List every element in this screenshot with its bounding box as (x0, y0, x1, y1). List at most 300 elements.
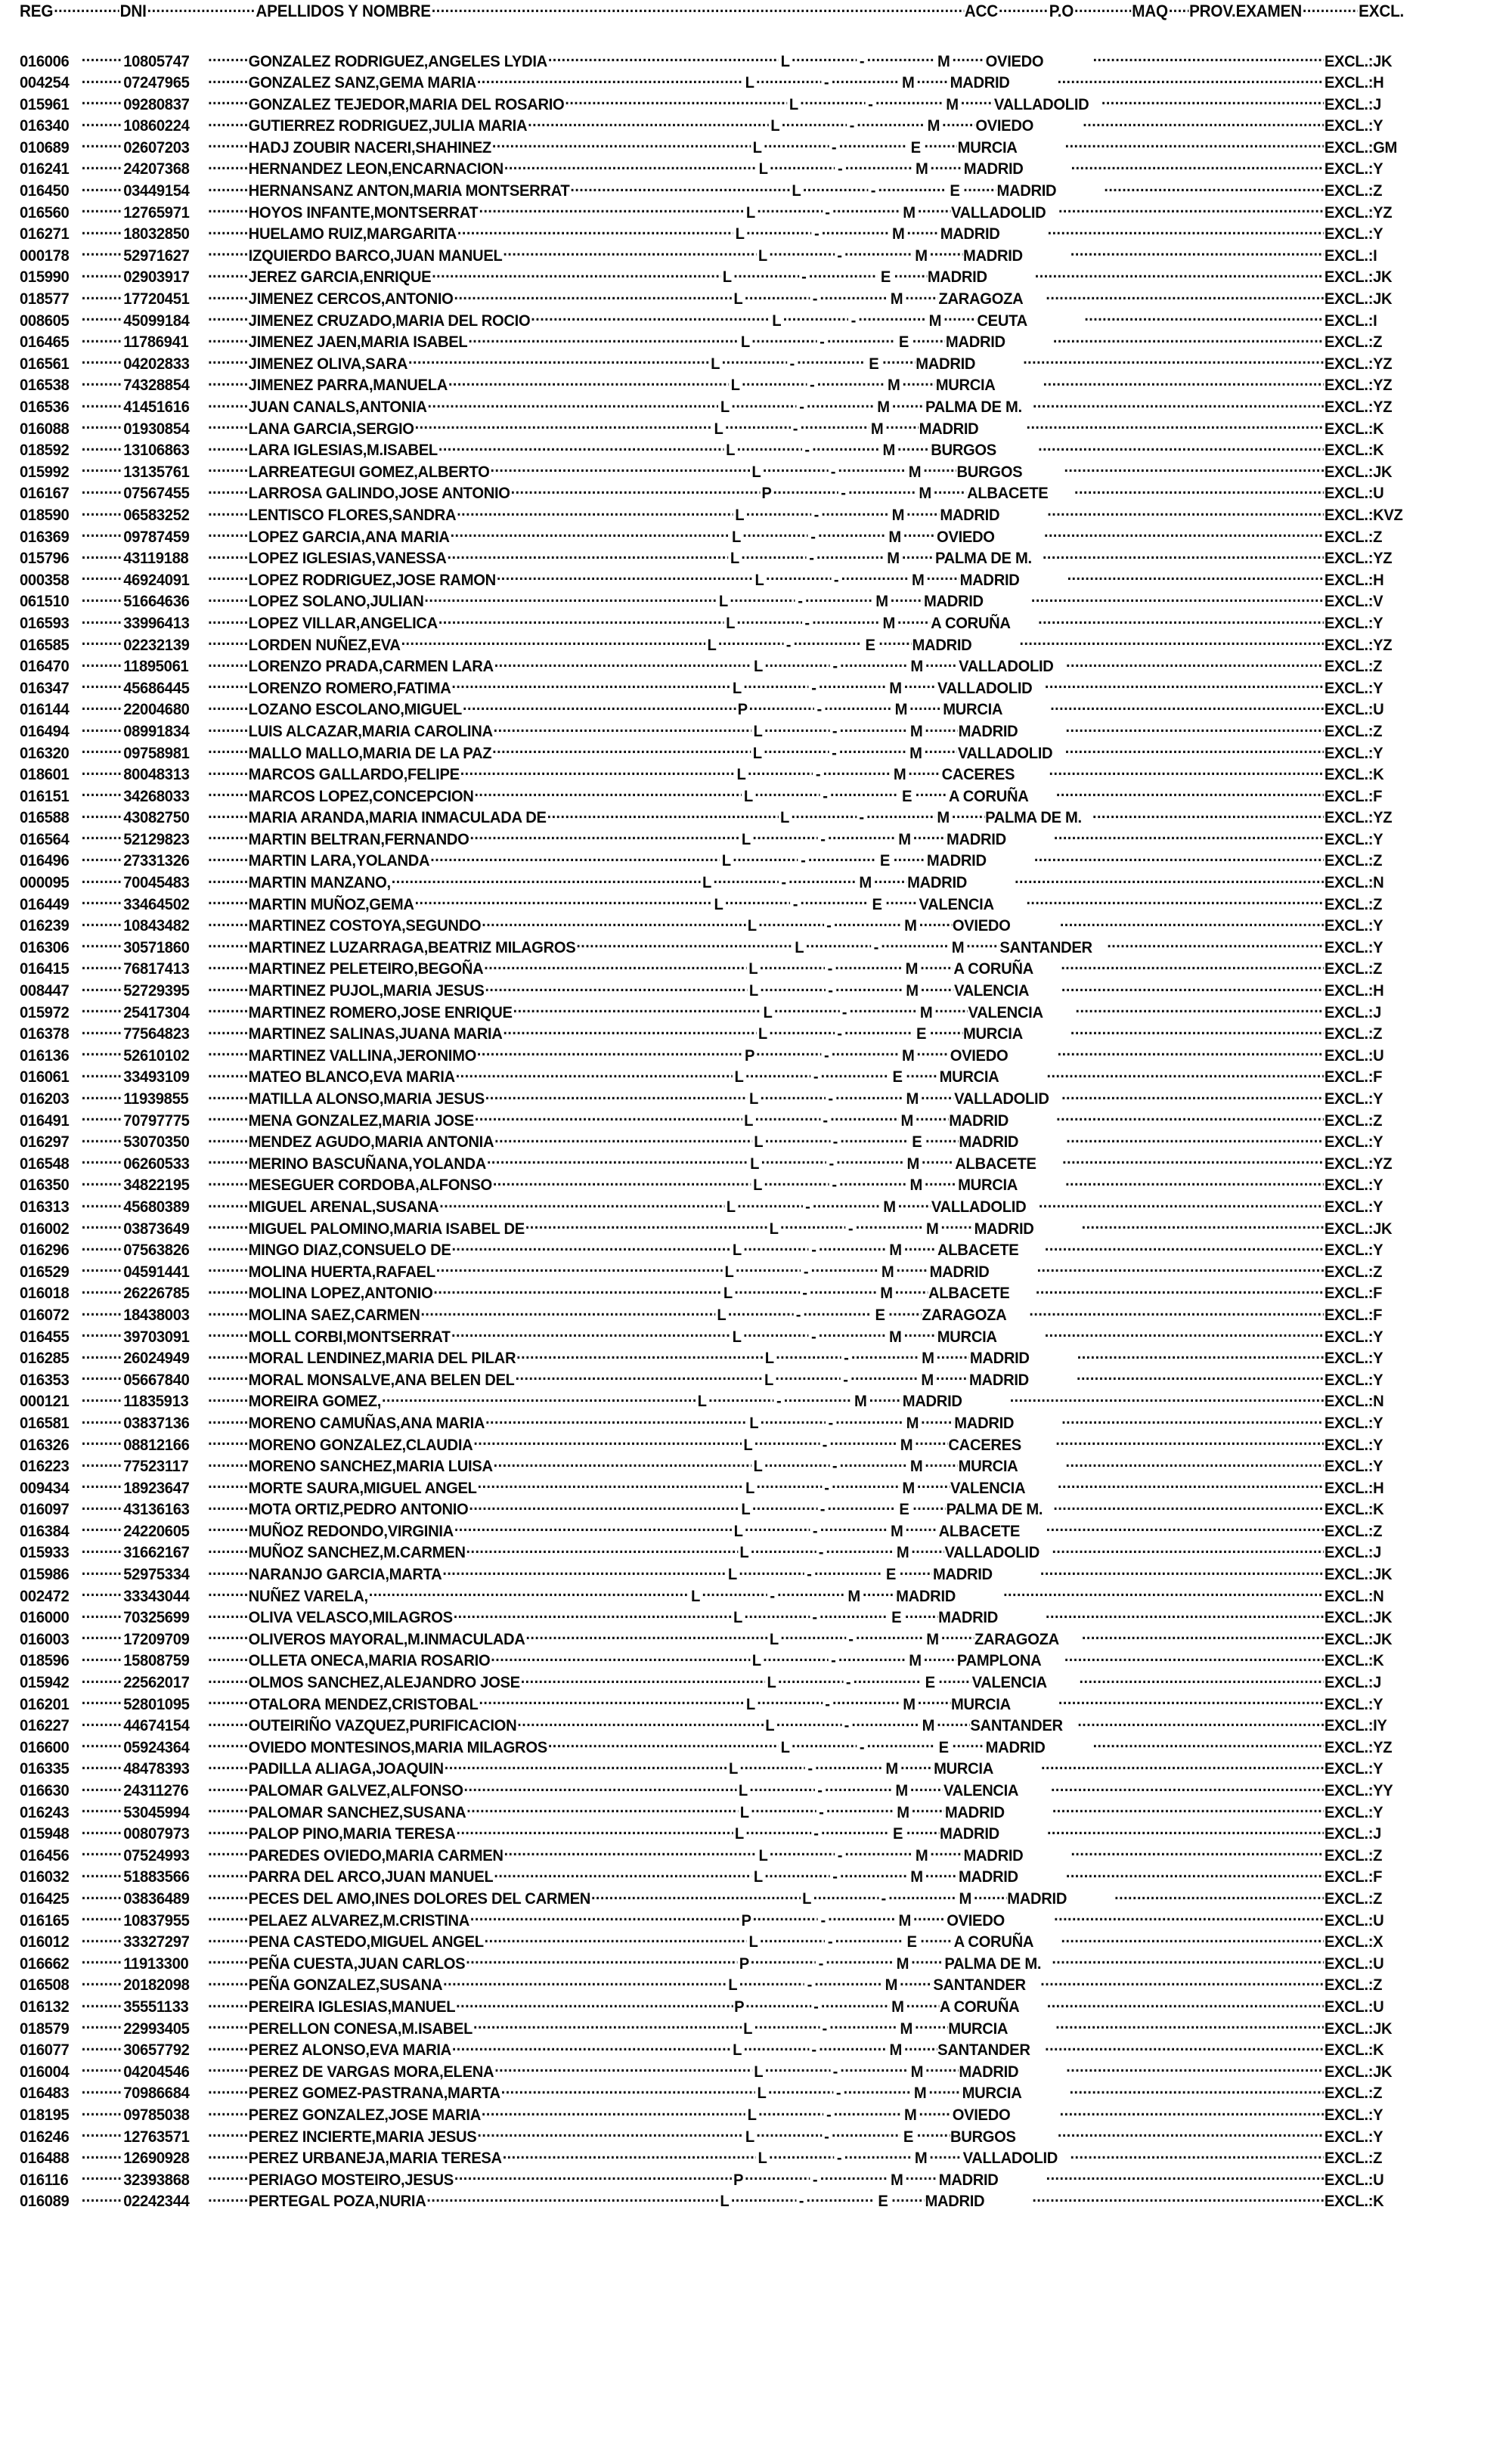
leader-dots (494, 1866, 751, 1883)
cell-dni: 03836489 (123, 1889, 190, 1908)
cell-maq: M (906, 1413, 919, 1432)
cell-prov-examen: MADRID (919, 419, 979, 438)
leader-dots (485, 1088, 748, 1105)
cell-apellidos-nombre: MARTINEZ ROMERO,JOSE ENRIQUE (248, 1003, 513, 1021)
leader-dots (1077, 1368, 1324, 1385)
cell-excl: EXCL.:Y (1324, 1370, 1383, 1389)
cell-dni: 18032850 (123, 225, 190, 243)
cell-po: - (820, 829, 826, 848)
cell-prov-examen: VALENCIA (971, 1673, 1047, 1692)
leader-dots (208, 612, 248, 628)
cell-apellidos-nombre: JEREZ GARCIA,ENRIQUE (248, 268, 432, 287)
leader-dots (442, 1564, 726, 1580)
cell-po: - (805, 1197, 810, 1216)
cell-excl: EXCL.:JK (1324, 1629, 1393, 1648)
leader-dots (208, 1672, 248, 1688)
cell-reg: 016203 (20, 1090, 70, 1108)
leader-dots (208, 1195, 248, 1212)
cell-excl: EXCL.:YZ (1324, 808, 1393, 827)
cell-acc: L (758, 2149, 767, 2168)
cell-excl: EXCL.:I (1324, 246, 1377, 265)
table-row (20, 1303, 1404, 1325)
leader-dots (1092, 807, 1324, 823)
leader-dots (885, 893, 918, 910)
leader-dots (208, 1542, 248, 1558)
leader-dots (830, 1109, 898, 1126)
table-row (20, 136, 1404, 158)
leader-dots (1015, 872, 1324, 888)
cell-excl: EXCL.:K (1324, 2192, 1384, 2211)
leader-dots (827, 1499, 895, 1515)
cell-dni: 09785038 (123, 2105, 190, 2124)
leader-dots (208, 1823, 248, 1840)
leader-dots (1066, 1455, 1324, 1472)
leader-dots (208, 352, 248, 369)
table-row (20, 2060, 1404, 2082)
cell-acc: L (691, 1586, 701, 1605)
leader-dots (952, 807, 984, 823)
cell-maq: M (895, 1781, 908, 1799)
leader-dots (1065, 136, 1324, 153)
cell-acc: L (751, 462, 761, 481)
leader-dots (82, 374, 123, 391)
table-row (20, 2147, 1404, 2169)
cell-dni: 03837136 (123, 1413, 190, 1432)
leader-dots (504, 158, 757, 175)
cell-prov-examen: OVIEDO (985, 51, 1044, 70)
cell-excl: EXCL.:Y (1324, 1694, 1383, 1713)
cell-prov-examen: OVIEDO (952, 916, 1011, 935)
cell-apellidos-nombre: PARRA DEL ARCO,JUAN MANUEL (248, 1868, 494, 1886)
leader-dots (1010, 1390, 1324, 1407)
leader-dots (881, 936, 949, 953)
leader-dots (208, 1780, 248, 1796)
cell-reg: 016132 (20, 1997, 70, 2016)
cell-reg: 015992 (20, 462, 70, 481)
leader-dots (82, 331, 123, 348)
cell-excl: EXCL.:F (1324, 1068, 1383, 1086)
leader-dots (82, 980, 123, 997)
cell-apellidos-nombre: MORENO SANCHEZ,MARIA LUISA (248, 1457, 493, 1476)
cell-acc: L (792, 181, 801, 200)
cell-excl: EXCL.:IY (1324, 1716, 1387, 1735)
leader-dots (484, 958, 747, 975)
cell-acc: L (752, 743, 762, 762)
cell-reg: 018601 (20, 765, 70, 784)
leader-dots (820, 288, 888, 305)
leader-dots (82, 1499, 123, 1515)
leader-dots (891, 2190, 924, 2207)
leader-dots (1029, 1303, 1323, 1320)
cell-po: - (811, 1327, 816, 1346)
cell-po: - (816, 700, 822, 719)
cell-excl: EXCL.:JK (1324, 2062, 1393, 2081)
leader-dots (454, 1520, 732, 1536)
cell-excl: EXCL.:Y (1324, 1759, 1383, 1778)
leader-dots (910, 1780, 943, 1796)
cell-po: - (818, 1954, 824, 1973)
table-row (20, 1909, 1404, 1931)
cell-excl: EXCL.:X (1324, 1933, 1383, 1951)
leader-dots (929, 2147, 962, 2164)
table-row (20, 331, 1404, 353)
cell-apellidos-nombre: GONZALEZ TEJEDOR,MARIA DEL ROSARIO (248, 95, 565, 113)
leader-dots (917, 1477, 950, 1493)
cell-apellidos-nombre: OLMOS SANCHEZ,ALEJANDRO JOSE (248, 1673, 520, 1692)
cell-dni: 45099184 (123, 311, 190, 330)
leader-dots (764, 720, 829, 736)
cell-prov-examen: PAMPLONA (956, 1651, 1042, 1670)
cell-excl: EXCL.:U (1324, 1954, 1384, 1973)
cell-prov-examen: MADRID (916, 354, 976, 373)
cell-acc: L (765, 1716, 775, 1735)
cell-prov-examen: MADRID (962, 246, 1023, 265)
leader-dots (1040, 1564, 1324, 1580)
leader-dots (369, 1585, 689, 1601)
cell-apellidos-nombre: LARROSA GALINDO,JOSE ANTONIO (248, 484, 510, 503)
leader-dots (832, 2125, 900, 2142)
cell-acc: L (735, 225, 745, 243)
leader-dots (82, 590, 123, 607)
cell-po: - (841, 484, 846, 503)
leader-dots (866, 807, 934, 823)
cell-dni: 34822195 (123, 1176, 190, 1195)
table-row (20, 417, 1404, 439)
cell-dni: 43136163 (123, 1500, 190, 1519)
leader-dots (940, 1217, 973, 1234)
cell-reg: 016239 (20, 916, 70, 935)
leader-dots (477, 72, 743, 88)
leader-dots (885, 417, 918, 434)
leader-dots (208, 288, 248, 305)
cell-prov-examen: CEUTA (977, 311, 1027, 330)
leader-dots (810, 1282, 878, 1299)
table-row (20, 590, 1404, 612)
cell-acc: L (740, 333, 750, 352)
leader-dots (928, 2082, 961, 2099)
leader-dots (841, 569, 909, 585)
leader-dots (521, 1672, 765, 1688)
cell-dni: 24207368 (123, 160, 190, 178)
leader-dots (82, 1564, 123, 1580)
table-row (20, 2190, 1404, 2212)
table-row (20, 309, 1404, 331)
cell-dni: 02242344 (123, 2192, 190, 2211)
cell-po: - (831, 1651, 836, 1670)
cell-apellidos-nombre: PERIAGO MOSTEIRO,JESUS (248, 2170, 454, 2189)
cell-prov-examen: MURCIA (962, 2084, 1022, 2103)
cell-reg: 016285 (20, 1349, 70, 1368)
cell-excl: EXCL.:JK (1324, 268, 1393, 287)
leader-dots (828, 828, 896, 845)
cell-maq: E (872, 894, 882, 913)
cell-po: - (823, 73, 829, 92)
leader-dots (82, 525, 123, 542)
cell-excl: EXCL.:JK (1324, 1608, 1393, 1627)
table-row (20, 1455, 1404, 1477)
leader-dots (82, 136, 123, 153)
leader-dots (82, 1303, 123, 1320)
cell-po: - (836, 2149, 842, 2168)
column-header-maq: MAQ (1132, 2, 1168, 20)
leader-dots (821, 504, 889, 520)
cell-apellidos-nombre: LUIS ALCAZAR,MARIA CAROLINA (248, 721, 493, 740)
leader-dots (844, 2147, 912, 2164)
cell-excl: EXCL.:K (1324, 1651, 1384, 1670)
leader-dots (454, 288, 731, 305)
leader-dots (208, 1693, 248, 1709)
leader-dots (82, 547, 123, 564)
cell-excl: EXCL.:F (1324, 1868, 1383, 1886)
leader-dots (725, 417, 790, 434)
leader-dots (82, 2125, 123, 2142)
cell-acc: L (711, 354, 720, 373)
leader-dots (745, 2168, 810, 2185)
cell-maq: M (910, 1868, 923, 1886)
table-row (20, 93, 1404, 115)
cell-acc: L (729, 1759, 739, 1778)
leader-dots (934, 482, 966, 499)
leader-dots (784, 1390, 852, 1407)
cell-prov-examen: A CORUÑA (953, 1933, 1034, 1951)
leader-dots (822, 223, 890, 240)
table-row (20, 2168, 1404, 2190)
cell-reg: 016201 (20, 1694, 70, 1713)
cell-maq: M (909, 743, 922, 762)
cell-prov-examen: VALLADOLID (959, 657, 1054, 676)
leader-dots (1084, 309, 1324, 326)
leader-dots (825, 1780, 893, 1796)
cell-maq: E (875, 1305, 885, 1324)
leader-dots (737, 439, 802, 456)
leader-dots (920, 958, 953, 975)
cell-po: - (849, 116, 854, 135)
cell-reg: 016144 (20, 700, 70, 719)
leader-dots (82, 2017, 123, 2034)
cell-apellidos-nombre: MARTIN LARA,YOLANDA (248, 851, 430, 870)
leader-dots (826, 1801, 894, 1818)
leader-dots (821, 1995, 889, 2012)
leader-dots (82, 699, 123, 715)
leader-dots (920, 1931, 953, 1948)
leader-dots (754, 1434, 820, 1450)
leader-dots (82, 1844, 123, 1861)
leader-dots (525, 1217, 767, 1234)
table-row (20, 1607, 1404, 1629)
leader-dots (761, 1088, 826, 1105)
leader-dots (82, 1260, 123, 1277)
cell-apellidos-nombre: MENDEZ AGUDO,MARIA ANTONIA (248, 1133, 494, 1152)
cell-excl: EXCL.:Y (1324, 1802, 1383, 1821)
cell-po: - (795, 1305, 801, 1324)
cell-reg: 016560 (20, 203, 70, 222)
cell-maq: M (896, 1954, 909, 1973)
cell-apellidos-nombre: PEREIRA IGLESIAS,MANUEL (248, 1997, 456, 2016)
leader-dots (718, 634, 783, 650)
table-row (20, 2017, 1404, 2039)
leader-dots (838, 460, 906, 477)
leader-dots (835, 958, 903, 975)
cell-dni: 12763571 (123, 2127, 190, 2146)
leader-dots (926, 569, 959, 585)
table-row (20, 223, 1404, 245)
leader-dots (912, 1801, 944, 1818)
leader-dots (905, 288, 937, 305)
leader-dots (728, 1303, 793, 1320)
table-row (20, 288, 1404, 310)
table-row (20, 612, 1404, 634)
cell-excl: EXCL.:Y (1324, 678, 1383, 697)
cell-excl: EXCL.:Z (1324, 1846, 1383, 1864)
cell-excl: EXCL.:Y (1324, 2127, 1383, 2146)
cell-reg: 018590 (20, 505, 70, 524)
leader-dots (925, 136, 957, 153)
cell-prov-examen: MURCIA (934, 1759, 993, 1778)
cell-apellidos-nombre: LOPEZ GARCIA,ANA MARIA (248, 527, 450, 546)
leader-dots (208, 1217, 248, 1234)
cell-reg: 015933 (20, 1543, 70, 1562)
leader-dots (82, 2168, 123, 2185)
leader-dots (208, 309, 248, 326)
leader-dots (468, 331, 739, 348)
cell-po: - (826, 916, 832, 935)
cell-prov-examen: MADRID (974, 1219, 1034, 1238)
table-row (20, 352, 1404, 374)
leader-dots (774, 1001, 839, 1018)
cell-prov-examen: VALENCIA (953, 981, 1030, 1000)
cell-dni: 13135761 (123, 462, 190, 481)
cell-prov-examen: MADRID (932, 1565, 993, 1584)
leader-dots (415, 417, 712, 434)
leader-dots (82, 1952, 123, 1969)
leader-dots (208, 439, 248, 456)
leader-dots (503, 244, 756, 261)
leader-dots (1046, 288, 1323, 305)
cell-dni: 08991834 (123, 721, 190, 740)
leader-dots (850, 1368, 919, 1385)
cell-maq: M (903, 203, 916, 222)
cell-po: - (792, 419, 798, 438)
leader-dots (82, 1066, 123, 1083)
leader-dots (832, 201, 900, 218)
leader-dots (745, 1823, 810, 1840)
cell-acc: L (749, 1090, 759, 1108)
cell-excl: EXCL.:YZ (1324, 1737, 1393, 1756)
leader-dots (1076, 1001, 1324, 1018)
cell-acc: L (733, 290, 743, 308)
cell-apellidos-nombre: MUÑOZ REDONDO,VIRGINIA (248, 1521, 454, 1540)
leader-dots (773, 482, 838, 499)
cell-dni: 05667840 (123, 1370, 190, 1389)
cell-reg: 016271 (20, 225, 70, 243)
cell-reg: 016353 (20, 1370, 70, 1389)
leader-dots (742, 374, 807, 391)
cell-prov-examen: OVIEDO (947, 1911, 1005, 1930)
leader-dots (764, 1455, 829, 1472)
cell-po: - (832, 743, 837, 762)
leader-dots (473, 2017, 742, 2034)
leader-dots (497, 569, 753, 585)
leader-dots (904, 2039, 937, 2056)
leader-dots (797, 352, 865, 369)
cell-prov-examen: MADRID (938, 1608, 998, 1627)
cell-po: - (873, 938, 879, 956)
leader-dots (1061, 1931, 1324, 1948)
table-row (20, 1931, 1404, 1953)
table-row (20, 1239, 1404, 1261)
leader-dots (208, 482, 248, 499)
table-row (20, 1952, 1404, 1974)
leader-dots (801, 893, 869, 910)
leader-dots (208, 1390, 248, 1407)
leader-dots (1080, 1672, 1324, 1688)
cell-excl: EXCL.:Z (1324, 333, 1383, 352)
leader-dots (1036, 1282, 1324, 1299)
cell-prov-examen: MURCIA (935, 376, 996, 395)
column-header-po: P.O (1049, 2, 1074, 20)
leader-dots (208, 980, 248, 997)
table-row (20, 1844, 1404, 1866)
leader-dots (1169, 0, 1188, 17)
table-row (20, 1736, 1404, 1758)
leader-dots (835, 980, 903, 997)
cell-reg: 000095 (20, 873, 70, 892)
cell-reg: 016032 (20, 1868, 70, 1886)
cell-dni: 46924091 (123, 570, 190, 589)
table-row (20, 504, 1404, 525)
cell-reg: 016003 (20, 1629, 70, 1648)
leader-dots (1060, 915, 1324, 931)
cell-acc: L (751, 1651, 761, 1670)
cell-apellidos-nombre: OVIEDO MONTESINOS,MARIA MILAGROS (248, 1737, 547, 1756)
cell-po: - (818, 1543, 824, 1562)
cell-prov-examen: MADRID (959, 2062, 1019, 2081)
table-row (20, 634, 1404, 656)
cell-apellidos-nombre: MORTE SAURA,MIGUEL ANGEL (248, 1478, 477, 1497)
cell-dni: 09280837 (123, 95, 190, 113)
cell-po: - (785, 635, 792, 654)
cell-apellidos-nombre: GONZALEZ RODRIGUEZ,ANGELES LYDIA (248, 51, 547, 70)
table-row (20, 1152, 1404, 1174)
leader-dots (494, 1455, 751, 1472)
leader-dots (840, 656, 908, 672)
cell-po: - (832, 657, 838, 676)
cell-maq: M (906, 1090, 919, 1108)
cell-excl: EXCL.:F (1324, 786, 1383, 805)
cell-apellidos-nombre: LENTISCO FLORES,SANDRA (248, 505, 457, 524)
cell-excl: EXCL.:Y (1324, 1349, 1383, 1368)
table-row (20, 699, 1404, 721)
cell-po: - (826, 2105, 832, 2124)
leader-dots (208, 547, 248, 564)
leader-dots (208, 2168, 248, 2185)
leader-dots (208, 936, 248, 953)
leader-dots (469, 828, 739, 845)
cell-reg: 016136 (20, 1046, 70, 1065)
leader-dots (751, 1952, 816, 1969)
leader-dots (814, 1974, 882, 1991)
leader-dots (82, 742, 123, 758)
leader-dots (827, 331, 895, 348)
cell-apellidos-nombre: NUÑEZ VARELA, (248, 1586, 368, 1605)
leader-dots (1070, 244, 1324, 261)
leader-dots (82, 1239, 123, 1256)
leader-dots (445, 1758, 727, 1775)
leader-dots (208, 2125, 248, 2142)
leader-dots (1083, 115, 1324, 132)
cell-reg: 016335 (20, 1759, 70, 1778)
leader-dots (525, 1628, 767, 1644)
